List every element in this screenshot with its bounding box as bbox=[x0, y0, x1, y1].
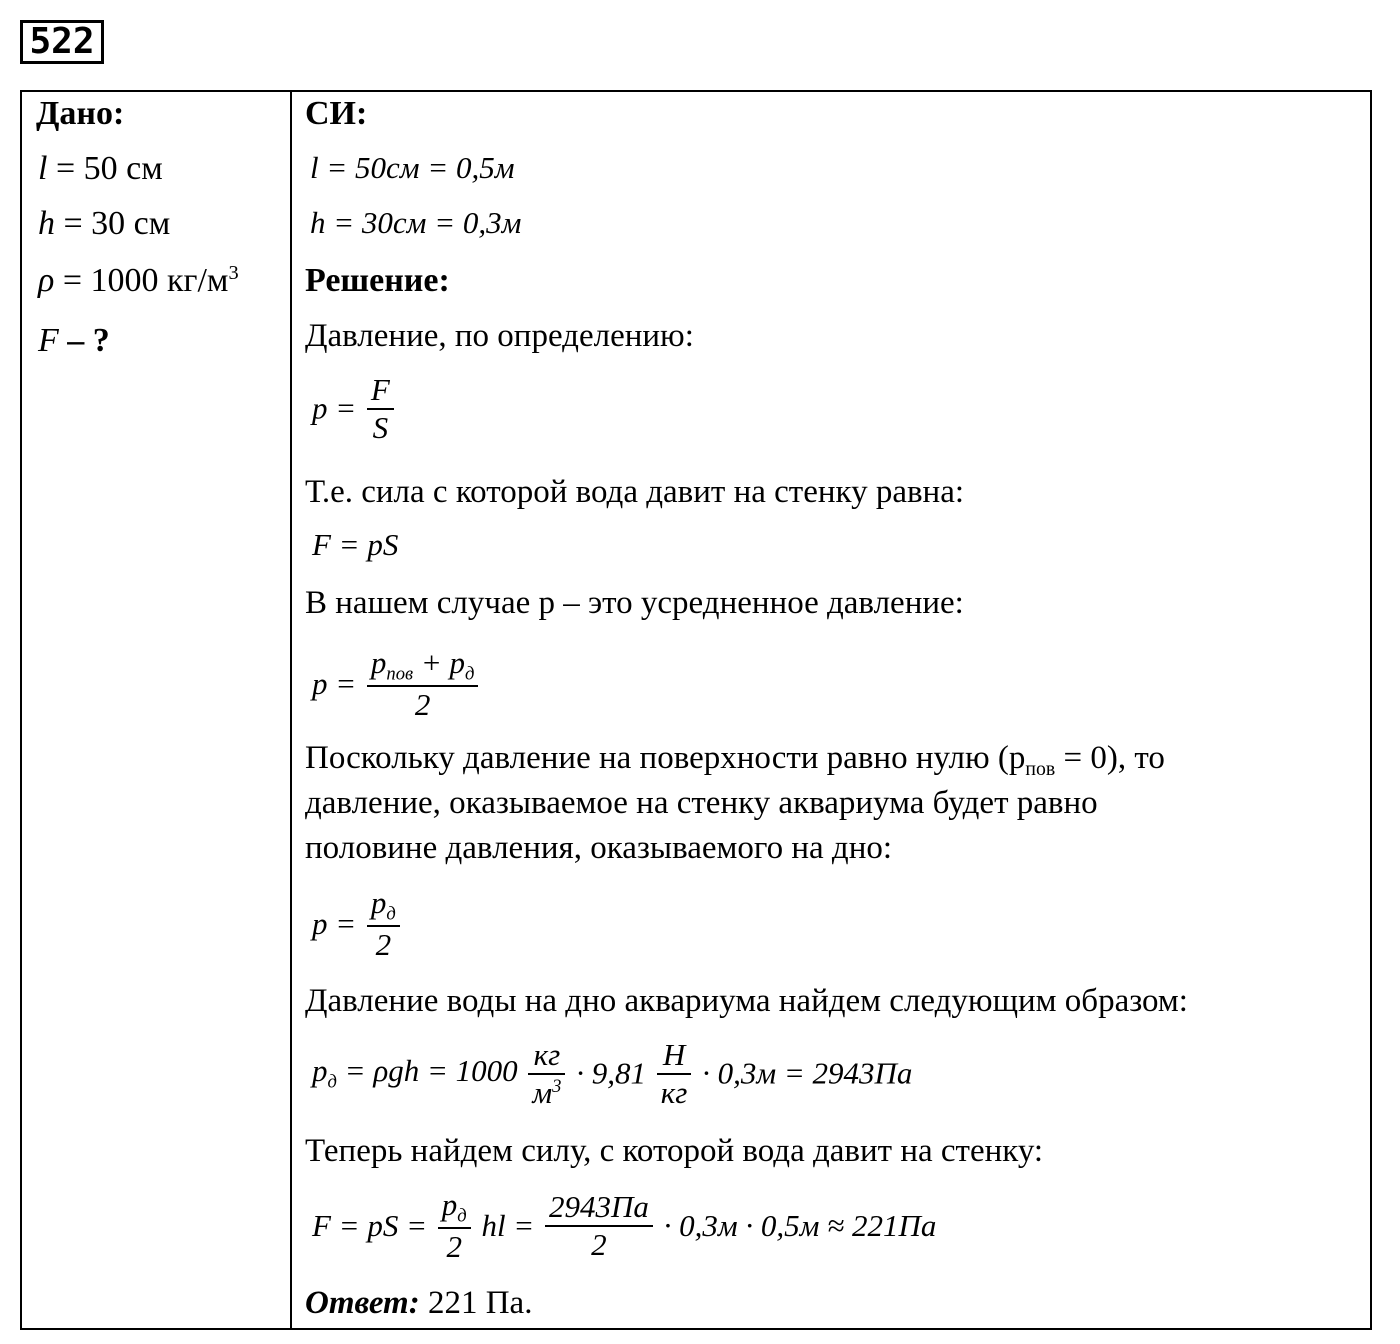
formula-6-frac-2-den: 2 bbox=[591, 1226, 607, 1262]
given-header: Дано: bbox=[36, 95, 125, 132]
formula-3-sub-bottom: д bbox=[465, 663, 475, 685]
formula-5-frac-1-den: м bbox=[532, 1074, 553, 1110]
formula-bottom-pressure bbox=[312, 1037, 912, 1110]
formula-6-frac-2-num: 2943Па bbox=[545, 1189, 653, 1227]
solution-text-1: Давление, по определению: bbox=[305, 318, 694, 354]
formula-4-p: p bbox=[370, 885, 387, 920]
given-find bbox=[38, 322, 110, 360]
formula-5-frac-2-den: кг bbox=[660, 1074, 688, 1110]
formula-5-mid-2: · 9,81 bbox=[576, 1055, 646, 1091]
formula-5-p: p bbox=[312, 1053, 328, 1089]
answer-value: 221 Па. bbox=[419, 1285, 533, 1321]
formula-5-frac-2-num: Н bbox=[657, 1037, 692, 1075]
given-density-value: = 1000 кг/м bbox=[54, 262, 229, 300]
formula-3-denominator: 2 bbox=[414, 686, 431, 722]
problem-number: 522 bbox=[20, 20, 104, 64]
answer bbox=[305, 1285, 532, 1322]
formula-5-frac-1-num: кг bbox=[528, 1037, 565, 1075]
formula-5-frac-1-exp: 3 bbox=[552, 1075, 562, 1097]
text-4-start: Поскольку давление на поверхности равно нулю (р bbox=[305, 740, 1026, 776]
text-4-end: = 0), то bbox=[1055, 740, 1165, 776]
formula-half-pressure bbox=[312, 885, 403, 963]
formula-force: F = pS bbox=[312, 527, 399, 562]
solution-text-5: Давление воды на дно аквариума найдем следующим образом: bbox=[305, 983, 1188, 1019]
formula-3-lhs: p = bbox=[312, 665, 357, 701]
formula-pressure-definition bbox=[312, 372, 397, 445]
solution-text-4-line-3: половине давления, оказываемого на дно: bbox=[305, 830, 893, 866]
formula-4-sub: д bbox=[386, 903, 396, 925]
solution-text-4-line-2: давление, оказываемое на стенку аквариума будет равно bbox=[305, 785, 1098, 821]
formula-4-lhs: p = bbox=[312, 905, 357, 941]
given-length bbox=[38, 150, 163, 188]
formula-6-lhs: F = pS = bbox=[312, 1207, 428, 1243]
formula-6-frac-1-den: 2 bbox=[446, 1228, 462, 1264]
formula-average-pressure bbox=[312, 645, 481, 723]
text-4-sub: пов bbox=[1025, 757, 1056, 780]
formula-5-end: · 0,3м = 2943Па bbox=[702, 1055, 913, 1091]
formula-6-mid: hl = bbox=[481, 1207, 535, 1243]
si-height-conversion: h = 30см = 0,3м bbox=[310, 205, 522, 240]
formula-3-p-surface: p bbox=[370, 645, 387, 680]
given-density bbox=[38, 262, 239, 300]
given-height-symbol: h bbox=[38, 205, 55, 242]
given-density-symbol: ρ bbox=[38, 262, 55, 300]
solution-text-3: В нашем случае р – это усредненное давление: bbox=[305, 585, 964, 621]
solution-text-4-line-1 bbox=[305, 740, 1165, 781]
formula-1-denominator: S bbox=[372, 409, 389, 445]
given-length-symbol: l bbox=[38, 150, 48, 187]
given-length-value: = 50 см bbox=[47, 150, 163, 187]
formula-final-force bbox=[312, 1187, 936, 1265]
formula-6-end: · 0,3м · 0,5м ≈ 221Па bbox=[663, 1207, 937, 1243]
solution-header: Решение: bbox=[305, 262, 450, 299]
si-header: СИ: bbox=[305, 95, 368, 132]
solution-text-2: Т.е. сила с которой вода давит на стенку равна: bbox=[305, 474, 965, 510]
solution-text-6: Теперь найдем силу, с которой вода давит на стенку: bbox=[305, 1133, 1044, 1169]
column-divider bbox=[290, 90, 292, 1330]
formula-1-numerator: F bbox=[367, 372, 394, 410]
formula-1-lhs: p = bbox=[312, 390, 357, 426]
si-length-conversion: l = 50см = 0,5м bbox=[310, 150, 515, 185]
formula-3-plus-p: + p bbox=[413, 645, 466, 680]
formula-5-mid: = ρgh = 1000 bbox=[336, 1053, 518, 1089]
formula-5-sub: д bbox=[327, 1071, 337, 1093]
formula-4-denominator: 2 bbox=[375, 926, 392, 962]
given-height bbox=[38, 205, 170, 243]
given-find-symbol: F bbox=[38, 322, 59, 359]
given-find-value: – ? bbox=[58, 322, 110, 359]
given-height-value: = 30 см bbox=[55, 205, 171, 242]
formula-6-frac-1-sub: д bbox=[457, 1205, 467, 1227]
answer-label: Ответ: bbox=[305, 1285, 420, 1321]
given-density-exponent: 3 bbox=[228, 262, 239, 284]
formula-3-sub-surface: пов bbox=[386, 663, 414, 685]
formula-6-frac-1-p: p bbox=[441, 1187, 458, 1222]
